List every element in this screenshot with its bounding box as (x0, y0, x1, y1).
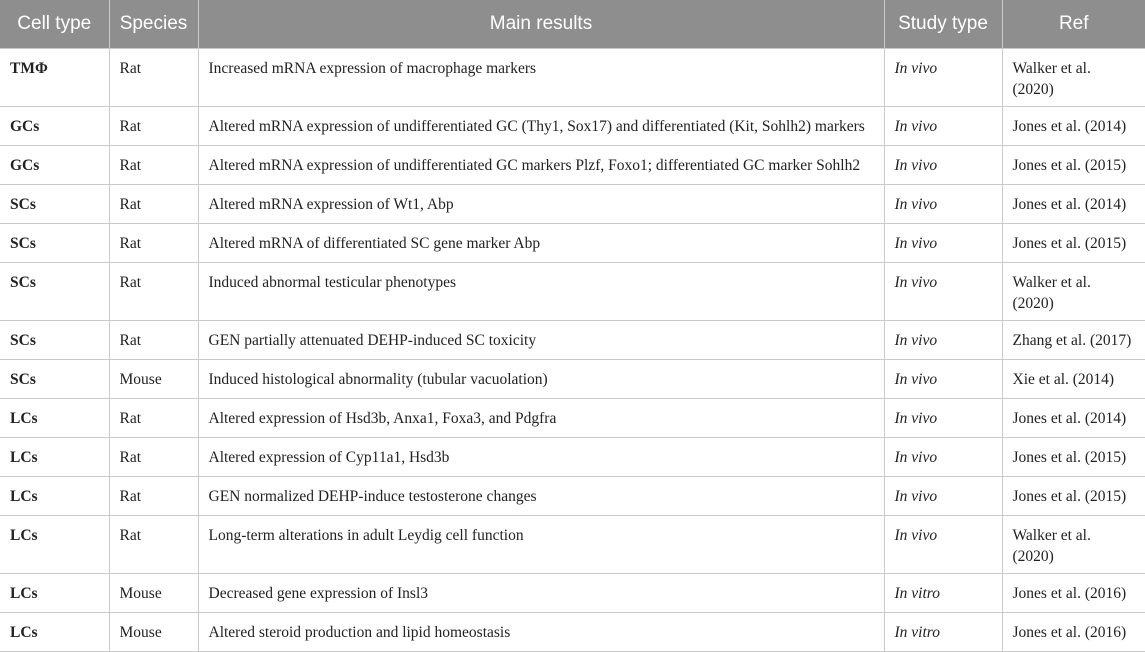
table-row (0, 360, 1145, 399)
study-type: In vitro (884, 613, 1002, 652)
main-result: Long-term alterations in adult Leydig cell function (198, 516, 884, 574)
species: Rat (109, 438, 198, 477)
main-result: Altered mRNA of differentiated SC gene marker Abp (198, 224, 884, 263)
reference: Zhang et al. (2017) (1002, 321, 1145, 360)
table-row (0, 224, 1145, 263)
reference: Jones et al. (2016) (1002, 574, 1145, 613)
table-row (0, 263, 1145, 321)
cell-type: SCs (0, 224, 109, 263)
reference: Jones et al. (2014) (1002, 107, 1145, 146)
species: Rat (109, 321, 198, 360)
study-type: In vivo (884, 360, 1002, 399)
study-type: In vivo (884, 438, 1002, 477)
species: Rat (109, 185, 198, 224)
table-row (0, 477, 1145, 516)
species: Rat (109, 516, 198, 574)
study-type: In vivo (884, 146, 1002, 185)
study-type: In vivo (884, 185, 1002, 224)
reference: Jones et al. (2014) (1002, 185, 1145, 224)
species: Rat (109, 477, 198, 516)
reference: Jones et al. (2016) (1002, 613, 1145, 652)
study-type: In vivo (884, 477, 1002, 516)
species: Rat (109, 146, 198, 185)
species: Rat (109, 107, 198, 146)
cell-type: GCs (0, 146, 109, 185)
main-result: Increased mRNA expression of macrophage markers (198, 49, 884, 107)
reference: Jones et al. (2015) (1002, 224, 1145, 263)
species: Mouse (109, 360, 198, 399)
cell-type: LCs (0, 516, 109, 574)
reference: Jones et al. (2014) (1002, 399, 1145, 438)
main-result: Induced histological abnormality (tubular vacuolation) (198, 360, 884, 399)
study-type: In vivo (884, 321, 1002, 360)
reference: Walker et al. (2020) (1002, 516, 1145, 574)
main-result: Altered mRNA expression of undifferentiated GC (Thy1, Sox17) and differentiated (Kit, Sohlh2) markers (198, 107, 884, 146)
main-result: Altered expression of Hsd3b, Anxa1, Foxa3, and Pdgfra (198, 399, 884, 438)
cell-type: GCs (0, 107, 109, 146)
main-result: Induced abnormal testicular phenotypes (198, 263, 884, 321)
cell-type: LCs (0, 574, 109, 613)
study-type: In vivo (884, 399, 1002, 438)
header-cell-type: Cell type (0, 0, 109, 49)
cell-type: SCs (0, 360, 109, 399)
cell-type: SCs (0, 185, 109, 224)
cell-type: TMΦ (0, 49, 109, 107)
table-row (0, 321, 1145, 360)
main-result: GEN normalized DEHP-induce testosterone changes (198, 477, 884, 516)
table-row (0, 399, 1145, 438)
cell-type: LCs (0, 477, 109, 516)
reference: Jones et al. (2015) (1002, 438, 1145, 477)
table-row (0, 613, 1145, 652)
main-result: Altered mRNA expression of Wt1, Abp (198, 185, 884, 224)
species: Rat (109, 49, 198, 107)
header-main-results: Main results (198, 0, 884, 49)
study-type: In vivo (884, 49, 1002, 107)
header-row (0, 0, 1145, 49)
study-type: In vivo (884, 224, 1002, 263)
reference: Jones et al. (2015) (1002, 146, 1145, 185)
cell-type: LCs (0, 438, 109, 477)
main-result: Decreased gene expression of Insl3 (198, 574, 884, 613)
table-row (0, 49, 1145, 107)
species: Rat (109, 263, 198, 321)
study-type: In vitro (884, 574, 1002, 613)
species: Rat (109, 224, 198, 263)
table-row (0, 516, 1145, 574)
header-species: Species (109, 0, 198, 49)
cell-type: LCs (0, 613, 109, 652)
main-result: GEN partially attenuated DEHP-induced SC toxicity (198, 321, 884, 360)
species: Mouse (109, 574, 198, 613)
reference: Walker et al. (2020) (1002, 49, 1145, 107)
species: Rat (109, 399, 198, 438)
header-study-type: Study type (884, 0, 1002, 49)
cell-type: SCs (0, 321, 109, 360)
cell-type: LCs (0, 399, 109, 438)
table-row (0, 438, 1145, 477)
main-result: Altered mRNA expression of undifferentiated GC markers Plzf, Foxo1; differentiated GC marker Sohlh2 (198, 146, 884, 185)
study-type: In vivo (884, 516, 1002, 574)
table-row (0, 574, 1145, 613)
table-row (0, 146, 1145, 185)
species: Mouse (109, 613, 198, 652)
reference: Walker et al. (2020) (1002, 263, 1145, 321)
study-type: In vivo (884, 263, 1002, 321)
table-row (0, 185, 1145, 224)
table-row (0, 107, 1145, 146)
study-type: In vivo (884, 107, 1002, 146)
main-result: Altered expression of Cyp11a1, Hsd3b (198, 438, 884, 477)
cell-type: SCs (0, 263, 109, 321)
reference: Jones et al. (2015) (1002, 477, 1145, 516)
reference: Xie et al. (2014) (1002, 360, 1145, 399)
header-ref: Ref (1002, 0, 1145, 49)
main-result: Altered steroid production and lipid homeostasis (198, 613, 884, 652)
